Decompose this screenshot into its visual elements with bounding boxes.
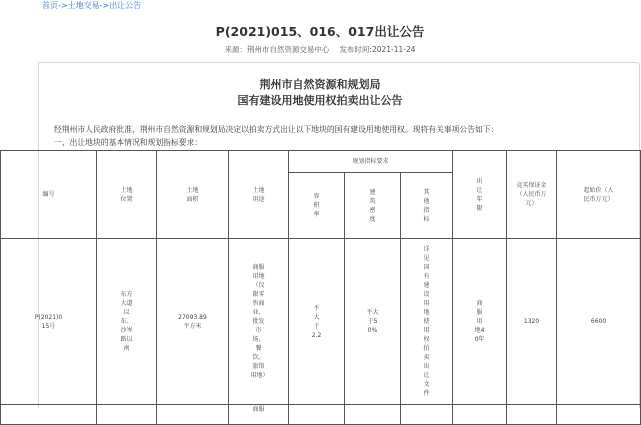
header-term-text: 出让年限 — [476, 177, 483, 212]
cell-empty — [453, 405, 507, 425]
cell-use — [229, 239, 289, 405]
header-start-price-text: 起始价（人民币万元） — [583, 186, 614, 203]
header-deposit-text: 竞买保证金（人民币万元） — [516, 182, 547, 207]
cell-location — [97, 239, 157, 405]
breadcrumb-separator: -> — [58, 1, 68, 10]
header-other — [401, 173, 453, 239]
doc-title: 国有建设用地使用权拍卖出让公告 — [237, 94, 403, 107]
header-density-text: 建筑密度 — [369, 188, 376, 223]
table-row — [1, 405, 641, 425]
header-location — [97, 151, 157, 239]
breadcrumb — [42, 0, 141, 12]
header-density — [345, 173, 401, 239]
cell-other — [401, 239, 453, 405]
cell-density — [345, 239, 401, 405]
org-name: 荆州市自然资源和规划局 — [259, 78, 381, 91]
land-parcel-table — [0, 150, 641, 425]
cell-term-text: 商服用地40年 — [474, 300, 485, 343]
cell-area-text: 27093.89平方米 — [178, 313, 207, 330]
header-location-text: 土地位置 — [120, 186, 133, 203]
cell-start-price: 6600 — [557, 239, 641, 405]
cell-empty — [557, 405, 641, 425]
cell-other-text: 详见国有建设用地使用权拍卖出让文件 — [423, 246, 430, 397]
cell-use-text: 商服用地（仅限零售商业、批发市场、餐饮、旅馆用地） — [250, 264, 269, 379]
cell-density-text: 不大于50% — [366, 309, 379, 334]
section-heading: 一、出让地块的基本情况和规划指标要求： — [54, 138, 203, 147]
intro-paragraph: 经荆州市人民政府批准，荆州市自然资源和规划局决定以拍卖方式出让以下地块的国有建设用地使用权。现将有关事项公告如下： — [54, 125, 499, 134]
article-meta — [0, 44, 640, 55]
cell-empty — [401, 405, 453, 425]
cell-empty — [157, 405, 229, 425]
header-deposit — [507, 151, 557, 239]
header-start-price — [557, 151, 641, 239]
cell-empty — [345, 405, 401, 425]
cell-empty — [507, 405, 557, 425]
cell-code — [1, 239, 97, 405]
cell-term — [453, 239, 507, 405]
cell-use-row2 — [229, 405, 289, 425]
header-term — [453, 151, 507, 239]
header-planning: 规划指标要求 — [289, 151, 453, 173]
header-far — [289, 173, 345, 239]
cell-far — [289, 239, 345, 405]
header-use-text: 土地用途 — [252, 186, 265, 203]
cell-empty — [1, 405, 97, 425]
header-use — [229, 151, 289, 239]
breadcrumb-separator: -> — [99, 1, 110, 10]
cell-area — [157, 239, 229, 405]
header-code: 编号 — [1, 151, 97, 239]
page-title: P(2021)015、016、017出让公告 — [215, 24, 425, 39]
cell-use-row2-text: 商服 — [252, 406, 265, 413]
cell-code-text: P(2021)015号 — [34, 313, 63, 330]
breadcrumb-home-link[interactable]: 首页 — [42, 1, 58, 10]
publish-date: 发布时间:2021-11-24 — [339, 45, 416, 54]
source-text: 来源：荆州市自然资源交易中心 — [224, 45, 330, 54]
breadcrumb-current-link[interactable]: 出让公告 — [109, 1, 142, 10]
header-area — [157, 151, 229, 239]
breadcrumb-land-link[interactable]: 土地交易 — [67, 1, 100, 10]
header-far-text: 容积率 — [313, 193, 320, 218]
cell-empty — [97, 405, 157, 425]
header-other-text: 其他指标 — [423, 188, 430, 223]
cell-empty — [289, 405, 345, 425]
cell-location-text: 东方大道以东、沙岑路以南 — [120, 291, 133, 352]
header-area-text: 土地面积 — [186, 186, 199, 203]
cell-far-text: 不大于2.2 — [311, 304, 322, 339]
cell-deposit: 1320 — [507, 239, 557, 405]
table-row — [1, 239, 641, 405]
